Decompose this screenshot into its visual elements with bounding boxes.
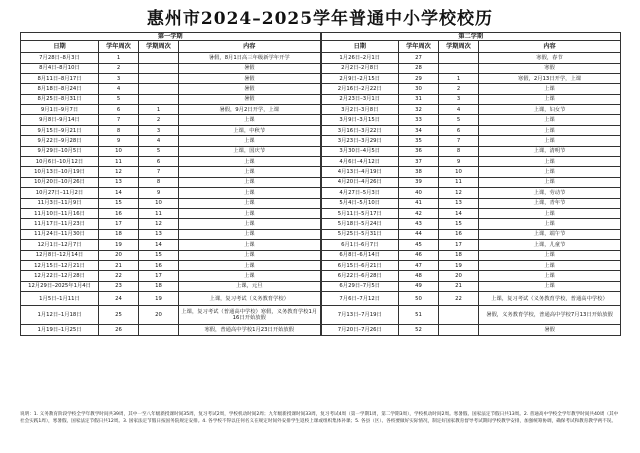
- cell-content-2: 暑假: [479, 325, 621, 335]
- cell-term-week-2: 22: [439, 292, 479, 306]
- table-row: [21, 260, 621, 270]
- cell-content-2: 上课: [479, 125, 621, 135]
- cell-year-week-2: 28: [399, 63, 439, 73]
- cell-year-week-1: 26: [99, 325, 139, 335]
- cell-date-1: 12月15日–12月21日: [21, 260, 99, 270]
- cell-content-2: 上课: [479, 84, 621, 94]
- cell-content-1: 上课，元旦: [179, 281, 321, 291]
- cell-term-week-2: 21: [439, 281, 479, 291]
- col-term-week-1: 学期周次: [139, 41, 179, 53]
- cell-term-week-2: 4: [439, 105, 479, 115]
- cell-date-1: 12月8日–12月14日: [21, 250, 99, 260]
- cell-date-2: 7月13日–7月19日: [321, 306, 399, 325]
- cell-term-week-2: 5: [439, 115, 479, 125]
- cell-year-week-2: 38: [399, 167, 439, 177]
- footnote: 说明：1. 义务教育阶段学校全学年教学时间共39周，其中一至八年级新授课时间35周，复习考试2周，学校机动时间2周；九年级新授课时间33周，复习考试4周（第一学期1周，第二学期3周），学校机动时间2周。寒暑假、国家法定节假日共13周。2. 普通高中学校全学年教学时间共40周（其中社会实践1周），寒暑假、国家法定节假日共12周。3. 国家法定节假日按国务院规定安排。4. 各学校不得以任何名义在规定时间外安排学生返校上课或组织集体补课；5. 各县（区）、各校要做好实际情况，制定好国家教育督导考试期间学校教学安排，加强统筹协调，确保考试和教育教学两不误。: [20, 412, 619, 424]
- cell-term-week-2: [439, 63, 479, 73]
- cell-year-week-1: 22: [99, 271, 139, 281]
- cell-date-2: 5月11日–5月17日: [321, 208, 399, 218]
- table-row: [21, 292, 621, 306]
- cell-year-week-1: 12: [99, 167, 139, 177]
- cell-content-2: 上课，青年节: [479, 198, 621, 208]
- cell-term-week-1: [139, 53, 179, 63]
- cell-content-1: 上课: [179, 115, 321, 125]
- cell-term-week-2: 19: [439, 260, 479, 270]
- cell-year-week-2: 49: [399, 281, 439, 291]
- cell-content-2: 上课: [479, 136, 621, 146]
- cell-year-week-1: 16: [99, 208, 139, 218]
- cell-date-2: 4月13日–4月19日: [321, 167, 399, 177]
- cell-content-1: 暑假: [179, 84, 321, 94]
- table-row: [21, 219, 621, 229]
- cell-year-week-2: 41: [399, 198, 439, 208]
- cell-year-week-1: 21: [99, 260, 139, 270]
- cell-year-week-2: 40: [399, 188, 439, 198]
- cell-date-1: 1月5日–1月11日: [21, 292, 99, 306]
- cell-year-week-2: 48: [399, 271, 439, 281]
- cell-content-1: 上课: [179, 188, 321, 198]
- table-row: [21, 157, 621, 167]
- table-row: [21, 325, 621, 335]
- cell-content-1: 上课: [179, 157, 321, 167]
- cell-content-1: 上课: [179, 229, 321, 239]
- cell-term-week-2: 15: [439, 219, 479, 229]
- cell-term-week-2: [439, 306, 479, 325]
- cell-date-2: 3月30日–4月5日: [321, 146, 399, 156]
- cell-date-2: 4月27日–5月3日: [321, 188, 399, 198]
- table-row: [21, 136, 621, 146]
- cell-term-week-1: 6: [139, 157, 179, 167]
- cell-content-2: 上课: [479, 271, 621, 281]
- cell-year-week-2: 27: [399, 53, 439, 63]
- cell-term-week-2: 2: [439, 84, 479, 94]
- cell-content-2: 上课，妇女节: [479, 105, 621, 115]
- cell-date-1: 9月29日–10月5日: [21, 146, 99, 156]
- cell-term-week-2: 6: [439, 125, 479, 135]
- cell-term-week-2: 16: [439, 229, 479, 239]
- table-row: [21, 63, 621, 73]
- cell-content-2: 上课: [479, 177, 621, 187]
- cell-year-week-1: 14: [99, 188, 139, 198]
- cell-year-week-2: 32: [399, 105, 439, 115]
- table-row: [21, 105, 621, 115]
- cell-date-2: 3月16日–3月22日: [321, 125, 399, 135]
- cell-date-1: 11月3日–11月9日: [21, 198, 99, 208]
- cell-term-week-2: 8: [439, 146, 479, 156]
- cell-year-week-2: 44: [399, 229, 439, 239]
- cell-year-week-1: 17: [99, 219, 139, 229]
- col-year-week-2: 学年周次: [399, 41, 439, 53]
- cell-term-week-2: 12: [439, 188, 479, 198]
- cell-content-2: 上课: [479, 281, 621, 291]
- cell-content-2: 上课: [479, 115, 621, 125]
- cell-content-1: 暑假: [179, 94, 321, 104]
- cell-year-week-1: 20: [99, 250, 139, 260]
- cell-date-1: 7月28日–8月3日: [21, 53, 99, 63]
- calendar-body: [21, 53, 621, 335]
- table-row: [21, 73, 621, 83]
- cell-date-2: 2月23日–3月1日: [321, 94, 399, 104]
- cell-year-week-2: 50: [399, 292, 439, 306]
- cell-content-1: 上课，中秋节: [179, 125, 321, 135]
- cell-term-week-1: 4: [139, 136, 179, 146]
- col-year-week-1: 学年周次: [99, 41, 139, 53]
- cell-content-2: 上课，端午节: [479, 229, 621, 239]
- cell-date-2: 6月1日–6月7日: [321, 240, 399, 250]
- cell-year-week-2: 51: [399, 306, 439, 325]
- cell-content-1: 上课，国庆节: [179, 146, 321, 156]
- cell-term-week-1: 1: [139, 105, 179, 115]
- cell-term-week-2: 17: [439, 240, 479, 250]
- cell-term-week-1: 14: [139, 240, 179, 250]
- cell-content-2: 寒假，春节: [479, 53, 621, 63]
- cell-year-week-1: 15: [99, 198, 139, 208]
- cell-content-1: 上课: [179, 208, 321, 218]
- cell-year-week-1: 11: [99, 157, 139, 167]
- table-row: [21, 146, 621, 156]
- cell-content-2: 寒假，2月13日开学，上课: [479, 73, 621, 83]
- cell-content-2: 上课，儿童节: [479, 240, 621, 250]
- cell-year-week-2: 35: [399, 136, 439, 146]
- cell-content-2: 上课: [479, 167, 621, 177]
- table-row: [21, 177, 621, 187]
- cell-date-2: 2月2日–2月8日: [321, 63, 399, 73]
- cell-year-week-2: 36: [399, 146, 439, 156]
- cell-date-2: 4月6日–4月12日: [321, 157, 399, 167]
- cell-term-week-1: [139, 94, 179, 104]
- cell-content-1: 上课: [179, 260, 321, 270]
- cell-year-week-1: 24: [99, 292, 139, 306]
- cell-content-1: 上课: [179, 271, 321, 281]
- table-row: [21, 167, 621, 177]
- cell-content-1: 上课: [179, 198, 321, 208]
- cell-term-week-2: 1: [439, 73, 479, 83]
- table-row: [21, 84, 621, 94]
- cell-date-1: 12月29日–2025年1月4日: [21, 281, 99, 291]
- cell-date-1: 1月19日–1月25日: [21, 325, 99, 335]
- cell-content-2: 上课: [479, 260, 621, 270]
- cell-term-week-2: 13: [439, 198, 479, 208]
- table-row: [21, 208, 621, 218]
- cell-term-week-2: 11: [439, 177, 479, 187]
- cell-year-week-1: 4: [99, 84, 139, 94]
- table-row: [21, 53, 621, 63]
- cell-year-week-1: 8: [99, 125, 139, 135]
- table-row: [21, 188, 621, 198]
- cell-term-week-1: 12: [139, 219, 179, 229]
- school-calendar-table: [20, 32, 621, 336]
- cell-year-week-1: 25: [99, 306, 139, 325]
- cell-term-week-2: 9: [439, 157, 479, 167]
- cell-year-week-2: 42: [399, 208, 439, 218]
- cell-year-week-1: 7: [99, 115, 139, 125]
- cell-year-week-2: 31: [399, 94, 439, 104]
- cell-year-week-1: 10: [99, 146, 139, 156]
- cell-content-2: 上课，清明节: [479, 146, 621, 156]
- cell-content-1: 上课: [179, 250, 321, 260]
- cell-term-week-1: 3: [139, 125, 179, 135]
- cell-date-2: 5月4日–5月10日: [321, 198, 399, 208]
- cell-date-1: 9月22日–9月28日: [21, 136, 99, 146]
- cell-year-week-1: 3: [99, 73, 139, 83]
- cell-date-1: 11月10日–11月16日: [21, 208, 99, 218]
- cell-year-week-1: 2: [99, 63, 139, 73]
- cell-year-week-2: 34: [399, 125, 439, 135]
- cell-date-2: 5月25日–5月31日: [321, 229, 399, 239]
- table-row: [21, 125, 621, 135]
- cell-content-1: 暑假: [179, 73, 321, 83]
- cell-content-2: 暑假，义务教育学校，普通高中学校7月13日开始放假: [479, 306, 621, 325]
- cell-term-week-1: 13: [139, 229, 179, 239]
- col-term-week-2: 学期周次: [439, 41, 479, 53]
- cell-term-week-2: 3: [439, 94, 479, 104]
- cell-year-week-2: 45: [399, 240, 439, 250]
- cell-date-1: 12月22日–12月28日: [21, 271, 99, 281]
- cell-content-1: 上课: [179, 177, 321, 187]
- cell-date-1: 10月27日–11月2日: [21, 188, 99, 198]
- cell-year-week-1: 13: [99, 177, 139, 187]
- semester-2-header: 第二学期: [321, 33, 621, 41]
- cell-term-week-2: 18: [439, 250, 479, 260]
- cell-term-week-1: [139, 63, 179, 73]
- cell-year-week-2: 39: [399, 177, 439, 187]
- cell-year-week-1: 9: [99, 136, 139, 146]
- cell-term-week-2: 10: [439, 167, 479, 177]
- col-content-2: 内容: [479, 41, 621, 53]
- cell-date-2: 6月22日–6月28日: [321, 271, 399, 281]
- table-row: [21, 271, 621, 281]
- cell-year-week-1: 19: [99, 240, 139, 250]
- cell-term-week-2: 14: [439, 208, 479, 218]
- cell-term-week-1: 18: [139, 281, 179, 291]
- cell-year-week-2: 30: [399, 84, 439, 94]
- table-row: [21, 198, 621, 208]
- cell-content-1: 上课，复习考试（义务教育学校）: [179, 292, 321, 306]
- cell-date-2: 5月18日–5月24日: [321, 219, 399, 229]
- cell-term-week-1: [139, 73, 179, 83]
- cell-year-week-1: 5: [99, 94, 139, 104]
- col-content-1: 内容: [179, 41, 321, 53]
- cell-year-week-2: 43: [399, 219, 439, 229]
- cell-date-2: 6月15日–6月21日: [321, 260, 399, 270]
- cell-year-week-2: 29: [399, 73, 439, 83]
- cell-term-week-1: [139, 84, 179, 94]
- cell-date-2: 1月26日–2月1日: [321, 53, 399, 63]
- cell-date-2: 3月9日–3月15日: [321, 115, 399, 125]
- cell-content-2: 上课: [479, 94, 621, 104]
- table-row: [21, 240, 621, 250]
- column-header-row: [21, 41, 621, 53]
- cell-content-1: 暑假，9月2日开学，上课: [179, 105, 321, 115]
- cell-date-1: 8月18日–8月24日: [21, 84, 99, 94]
- cell-content-2: 上课: [479, 208, 621, 218]
- cell-date-2: 3月23日–3月29日: [321, 136, 399, 146]
- cell-date-2: 4月20日–4月26日: [321, 177, 399, 187]
- cell-date-1: 8月25日–8月31日: [21, 94, 99, 104]
- cell-content-1: 上课: [179, 136, 321, 146]
- table-row: [21, 250, 621, 260]
- cell-date-1: 11月17日–11月23日: [21, 219, 99, 229]
- cell-date-1: 1月12日–1月18日: [21, 306, 99, 325]
- cell-content-2: 寒假: [479, 63, 621, 73]
- cell-date-2: 7月20日–7月26日: [321, 325, 399, 335]
- table-row: [21, 306, 621, 325]
- cell-date-2: 2月9日–2月15日: [321, 73, 399, 83]
- cell-term-week-1: 15: [139, 250, 179, 260]
- table-row: [21, 229, 621, 239]
- col-date-2: 日期: [321, 41, 399, 53]
- cell-date-1: 10月20日–10月26日: [21, 177, 99, 187]
- cell-term-week-2: [439, 53, 479, 63]
- cell-date-1: 11月24日–11月30日: [21, 229, 99, 239]
- cell-year-week-2: 37: [399, 157, 439, 167]
- cell-term-week-1: 10: [139, 198, 179, 208]
- cell-content-2: 上课: [479, 157, 621, 167]
- cell-year-week-1: 23: [99, 281, 139, 291]
- table-row: [21, 281, 621, 291]
- cell-year-week-1: 6: [99, 105, 139, 115]
- cell-content-1: 上课: [179, 167, 321, 177]
- cell-date-1: 8月4日–8月10日: [21, 63, 99, 73]
- cell-term-week-2: [439, 325, 479, 335]
- cell-term-week-1: [139, 325, 179, 335]
- cell-date-1: 9月15日–9月21日: [21, 125, 99, 135]
- cell-date-2: 3月2日–3月8日: [321, 105, 399, 115]
- cell-content-1: 上课: [179, 240, 321, 250]
- cell-content-2: 上课，复习考试（义务教育学校，普通高中学校）: [479, 292, 621, 306]
- cell-year-week-1: 1: [99, 53, 139, 63]
- cell-year-week-1: 18: [99, 229, 139, 239]
- cell-term-week-2: 20: [439, 271, 479, 281]
- table-row: [21, 94, 621, 104]
- cell-content-1: 上课: [179, 219, 321, 229]
- cell-term-week-2: 7: [439, 136, 479, 146]
- cell-term-week-1: 20: [139, 306, 179, 325]
- cell-date-2: 6月8日–6月14日: [321, 250, 399, 260]
- cell-term-week-1: 17: [139, 271, 179, 281]
- cell-year-week-2: 52: [399, 325, 439, 335]
- cell-content-2: 上课，劳动节: [479, 188, 621, 198]
- cell-date-1: 12月1日–12月7日: [21, 240, 99, 250]
- cell-date-1: 9月8日–9月14日: [21, 115, 99, 125]
- cell-term-week-1: 11: [139, 208, 179, 218]
- table-row: [21, 115, 621, 125]
- cell-year-week-2: 46: [399, 250, 439, 260]
- cell-content-1: 暑假，8月1日高三年级新学年开学: [179, 53, 321, 63]
- cell-term-week-1: 16: [139, 260, 179, 270]
- cell-date-1: 9月1日–9月7日: [21, 105, 99, 115]
- cell-date-2: 7月6日–7月12日: [321, 292, 399, 306]
- cell-term-week-1: 2: [139, 115, 179, 125]
- cell-content-1: 寒假，普通高中学校1月23日开始放假: [179, 325, 321, 335]
- cell-year-week-2: 47: [399, 260, 439, 270]
- page-title: 惠州市2024–2025学年普通中小学校校历: [146, 9, 494, 29]
- cell-term-week-1: 8: [139, 177, 179, 187]
- cell-term-week-1: 5: [139, 146, 179, 156]
- cell-date-1: 10月13日–10月19日: [21, 167, 99, 177]
- cell-date-1: 10月6日–10月12日: [21, 157, 99, 167]
- cell-content-1: 暑假: [179, 63, 321, 73]
- cell-date-1: 8月11日–8月17日: [21, 73, 99, 83]
- cell-term-week-1: 19: [139, 292, 179, 306]
- semester-1-header: 第一学期: [21, 33, 321, 41]
- cell-content-1: 上课，复习考试（普通高中学校）寒假，义务教育学校1月16日开始放假: [179, 306, 321, 325]
- cell-content-2: 上课: [479, 219, 621, 229]
- cell-date-2: 2月16日–2月22日: [321, 84, 399, 94]
- col-date-1: 日期: [21, 41, 99, 53]
- cell-term-week-1: 7: [139, 167, 179, 177]
- cell-content-2: 上课: [479, 250, 621, 260]
- cell-term-week-1: 9: [139, 188, 179, 198]
- cell-year-week-2: 33: [399, 115, 439, 125]
- cell-date-2: 6月29日–7月5日: [321, 281, 399, 291]
